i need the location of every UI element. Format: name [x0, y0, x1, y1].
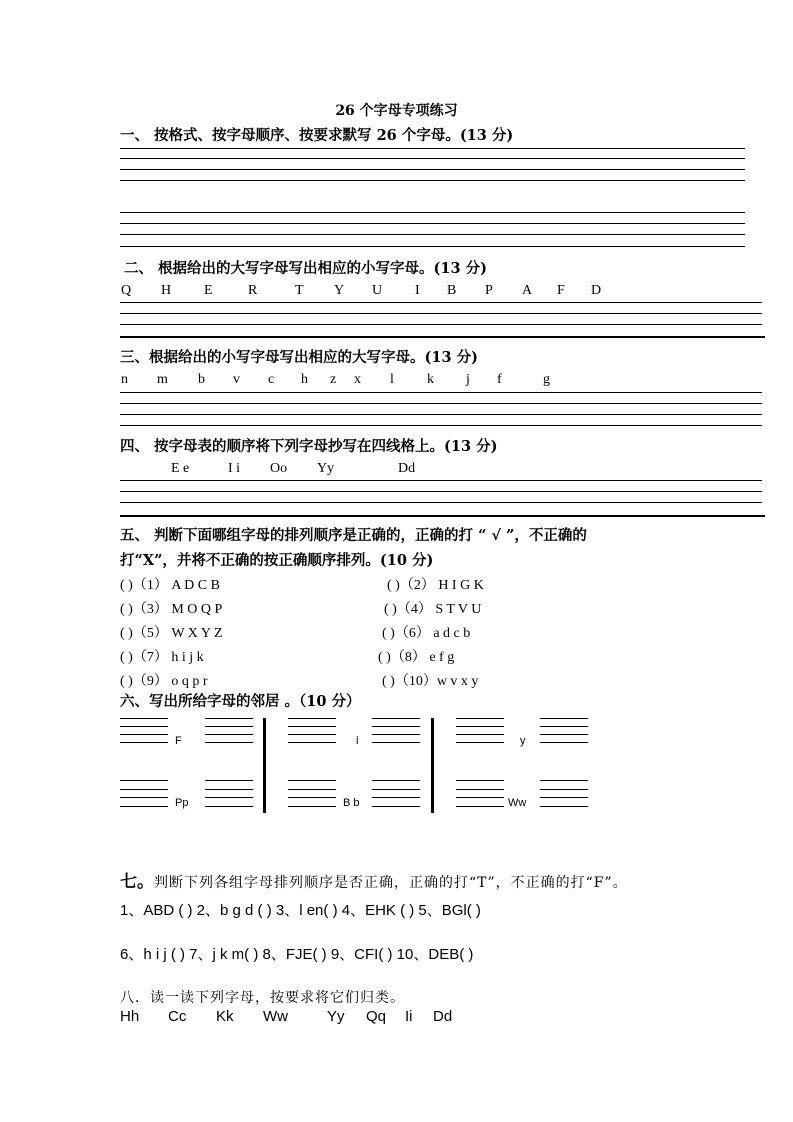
- letter-pair: Ii: [405, 1008, 413, 1025]
- letter: z: [330, 372, 337, 387]
- divider: [431, 718, 434, 813]
- question-item: ( )（1） A D C B: [120, 578, 220, 593]
- section-5-heading-1: 五、 判断下面哪组字母的排列顺序是正确的，正确的打 “ √ ”，不正确的: [120, 527, 587, 544]
- letter: Q: [121, 283, 132, 298]
- letter: l: [390, 372, 394, 387]
- letter: f: [497, 372, 502, 387]
- question-item: ( )（6） a d c b: [382, 626, 471, 641]
- question-item: ( )（8） e f g: [378, 650, 455, 665]
- letter: R: [248, 283, 258, 298]
- section-7-number: 七。: [120, 872, 154, 892]
- letter: x: [354, 372, 361, 387]
- letter: g: [543, 372, 550, 387]
- letter-pair: Ww: [263, 1008, 288, 1025]
- letter: j: [466, 372, 470, 387]
- given-letter: B b: [343, 797, 360, 809]
- given-letter: Pp: [175, 797, 189, 809]
- letter: Y: [334, 283, 345, 298]
- letter-pair: Hh: [120, 1008, 140, 1025]
- letter-pair: I i: [228, 461, 241, 476]
- letter-pair: Yy: [317, 461, 335, 476]
- question-item: ( )（3） M O Q P: [120, 602, 223, 617]
- section-3-heading: 三、根据给出的小写字母写出相应的大写字母。(13 分): [120, 349, 478, 366]
- section-5-heading-2: 打“X”，并将不正确的按正确顺序排列。(10 分): [120, 552, 434, 569]
- given-letter: F: [175, 735, 182, 747]
- given-letter: i: [356, 735, 359, 747]
- section-2-heading: 二、 根据给出的大写字母写出相应的小写字母。(13 分): [124, 260, 487, 277]
- section-1-heading: 一、 按格式、按字母顺序、按要求默写 26 个字母。(13 分): [120, 127, 514, 144]
- letter-pair: Dd: [398, 461, 416, 476]
- letter: F: [557, 283, 565, 298]
- section-7-heading: [120, 867, 628, 892]
- letter-pair: Dd: [433, 1008, 453, 1025]
- letter: B: [447, 283, 457, 298]
- section-7-line-2: 6、h i j ( ) 7、j k m( ) 8、FJE( ) 9、CFI( ) 10、DEB( ): [120, 946, 474, 963]
- letter: E: [204, 283, 213, 298]
- letter: m: [157, 372, 168, 387]
- letter-pair: Kk: [216, 1008, 234, 1025]
- letter: I: [415, 283, 420, 298]
- letter: h: [301, 372, 308, 387]
- letter-pair: Cc: [168, 1008, 187, 1025]
- section-8-heading: 八．读一读下列字母，按要求将它们归类。: [120, 990, 405, 1006]
- letter-pair: Oo: [270, 461, 288, 476]
- given-letter: Ww: [508, 797, 527, 809]
- letter: c: [268, 372, 275, 387]
- question-item: ( )（10）w v x y: [382, 674, 479, 689]
- letter-pair: Qq: [366, 1008, 387, 1025]
- letter: b: [198, 372, 205, 387]
- section-7-text: 判断下列各组字母排列顺序是否正确，正确的打“T”，不正确的打“F”。: [154, 875, 628, 891]
- question-item: ( )（5） W X Y Z: [120, 626, 223, 641]
- letter: U: [372, 283, 383, 298]
- section-4-heading: 四、 按字母表的顺序将下列字母抄写在四线格上。(13 分): [120, 438, 498, 455]
- letter: P: [485, 283, 493, 298]
- letter: T: [295, 283, 304, 298]
- letter: H: [161, 283, 172, 298]
- question-item: ( )（9） o q p r: [120, 674, 208, 689]
- letter: n: [121, 372, 128, 387]
- letter: v: [233, 372, 240, 387]
- given-letter: y: [520, 735, 526, 747]
- section-7-line-1: 1、ABD ( ) 2、b g d ( ) 3、l en( ) 4、EHK ( ) 5、BGl( ): [120, 902, 481, 919]
- divider: [263, 718, 266, 813]
- page-title: 26 个字母专项练习: [335, 103, 458, 119]
- question-item: ( )（7） h i j k: [120, 650, 204, 665]
- letter: D: [591, 283, 602, 298]
- section-6-heading: 六、写出所给字母的邻居 。（10 分）: [120, 693, 361, 710]
- letter-pair: E e: [171, 461, 190, 476]
- letter-pair: Yy: [327, 1008, 345, 1025]
- letter: A: [522, 283, 533, 298]
- letter: k: [427, 372, 434, 387]
- question-item: ( )（2） H I G K: [387, 578, 484, 593]
- question-item: ( )（4） S T V U: [384, 602, 482, 617]
